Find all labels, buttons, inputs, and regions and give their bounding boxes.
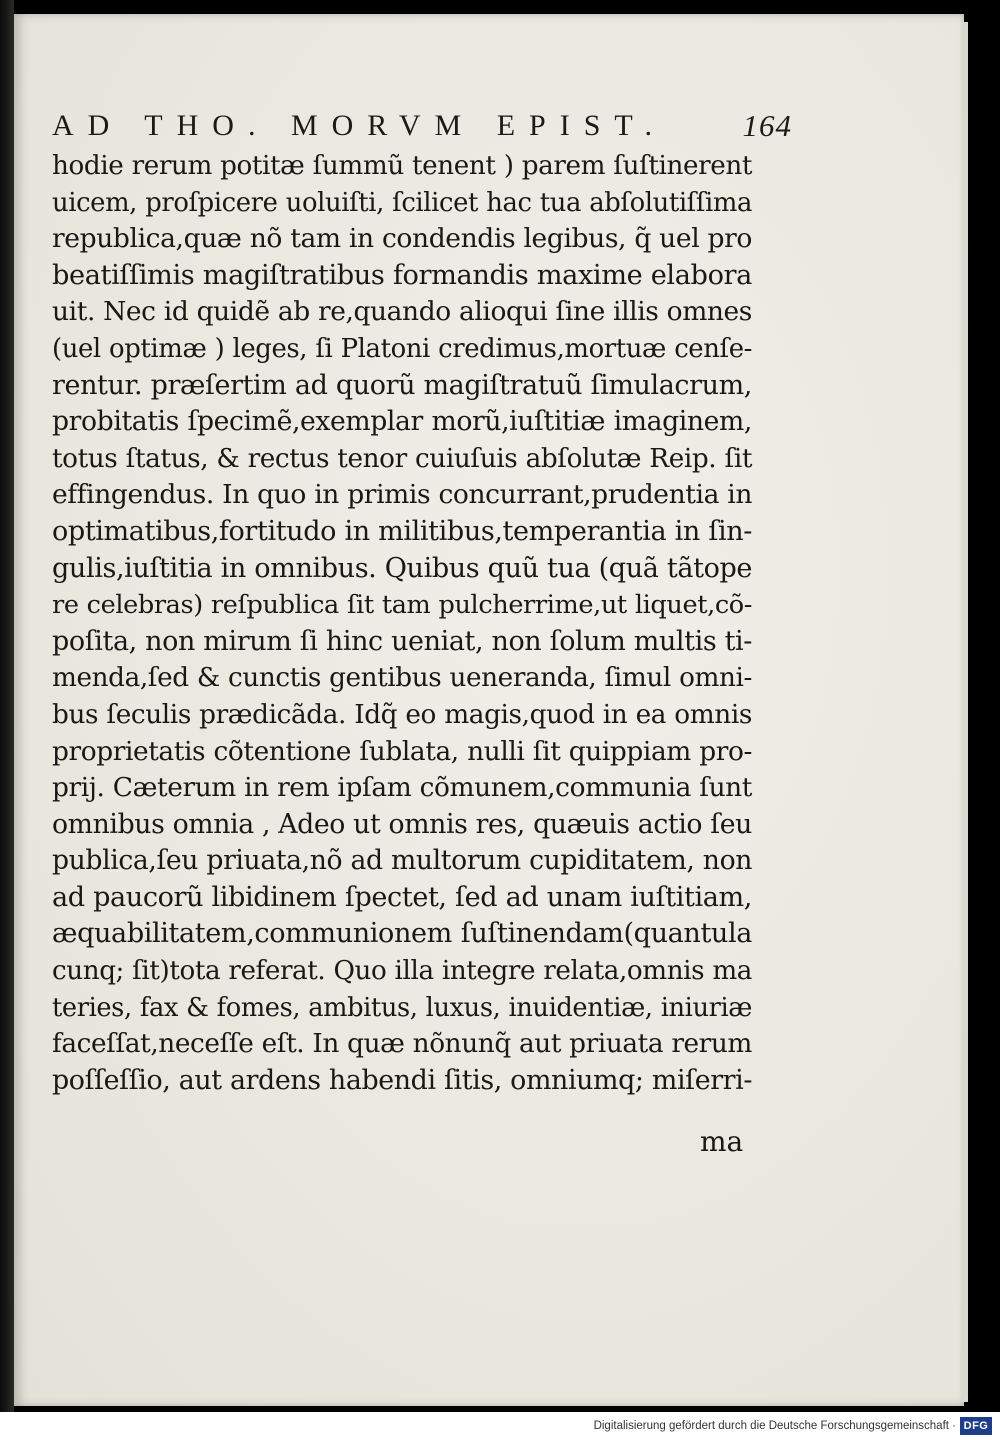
text-line: menda,ſed & cunctis gentibus ueneranda, ſimul omni- [52,663,752,694]
text-line: cunq; ſit)tota referat. Quo illa integre relata,omnis ma [52,956,752,987]
funding-credit: Digitalisierung gefördert durch die Deutsche Forschungsgemeinschaft · [593,1420,956,1432]
text-line: poſſeſſio, aut ardens habendi ſitis, omniumq; miſerri- [52,1064,752,1096]
body-text [52,148,752,1099]
text-line: faceſſat,neceſſe eſt. In quæ nõnunq̃ aut priuata rerum [52,1029,752,1060]
text-line: prij. Cæterum in rem ipſam cõmunem,communia ſunt [52,772,752,804]
text-line: beatiſſimis magiſtratibus formandis maxime elabora [52,259,752,291]
text-line: optimatibus,fortitudo in militibus,temperantia in ſin- [52,515,752,547]
text-line: effingendus. In quo in primis concurrant,prudentia in [52,479,752,511]
running-head [52,104,792,148]
catchword: ma [700,1125,744,1158]
text-line: poſita, non mirum ſi hinc ueniat, non ſolum multis ti- [52,625,752,657]
text-line: (uel optimæ ) leges, ſi Platoni credimus,mortuæ cenſe- [52,333,752,364]
text-line: teries, fax & fomes, ambitus, luxus, inuidentiæ, iniuriæ [52,992,752,1023]
text-line: ad paucorũ libidinem ſpectet, ſed ad unam iuſtitiam, [52,881,752,913]
page-number: 164 [742,108,792,143]
page-fore-edge [962,22,968,1402]
text-line: rentur. præſertim ad quorũ magiſtratuũ ſimulacrum, [52,369,752,401]
text-line: probitatis ſpecimẽ,exemplar morũ,iuſtitiæ imaginem, [52,406,752,438]
dfg-logo: DFG [960,1417,992,1435]
scan-background-edge [0,0,14,1412]
text-line: gulis,iuſtitia in omnibus. Quibus quũ tua (quã tãtope [52,552,752,584]
text-line: publica,ſeu priuata,nõ ad multorum cupiditatem, non [52,845,752,877]
text-line: bus ſeculis prædicãda. Idq̃ eo magis,quod in ea omnis [52,699,752,730]
text-line: republica,quæ nõ tam in condendis legibus, q̃ uel pro [52,223,752,255]
text-line: uit. Nec id quidẽ ab re,quando alioqui ſine illis omnes [52,296,752,328]
text-line: æquabilitatem,communionem ſuſtinendam(quantula [52,918,752,950]
text-line: uicem, proſpicere uoluiſti, ſcilicet hac tua abſolutiſſima [52,187,752,218]
running-head-title: AD THO. MORVM EPIST. [52,109,667,142]
text-line: proprietatis cõtentione ſublata, nulli ſit quippiam pro- [52,735,752,767]
text-line: re celebras) reſpublica ſit tam pulcherrime,ut liquet,cõ- [52,590,752,621]
text-line: omnibus omnia , Adeo ut omnis res, quæuis actio ſeu [52,808,752,840]
text-line: totus ſtatus, & rectus tenor cuiuſuis abſolutæ Reip. ſit [52,443,752,474]
text-line: hodie rerum potitæ ſummũ tenent ) parem ſuſtinerent [52,151,752,181]
